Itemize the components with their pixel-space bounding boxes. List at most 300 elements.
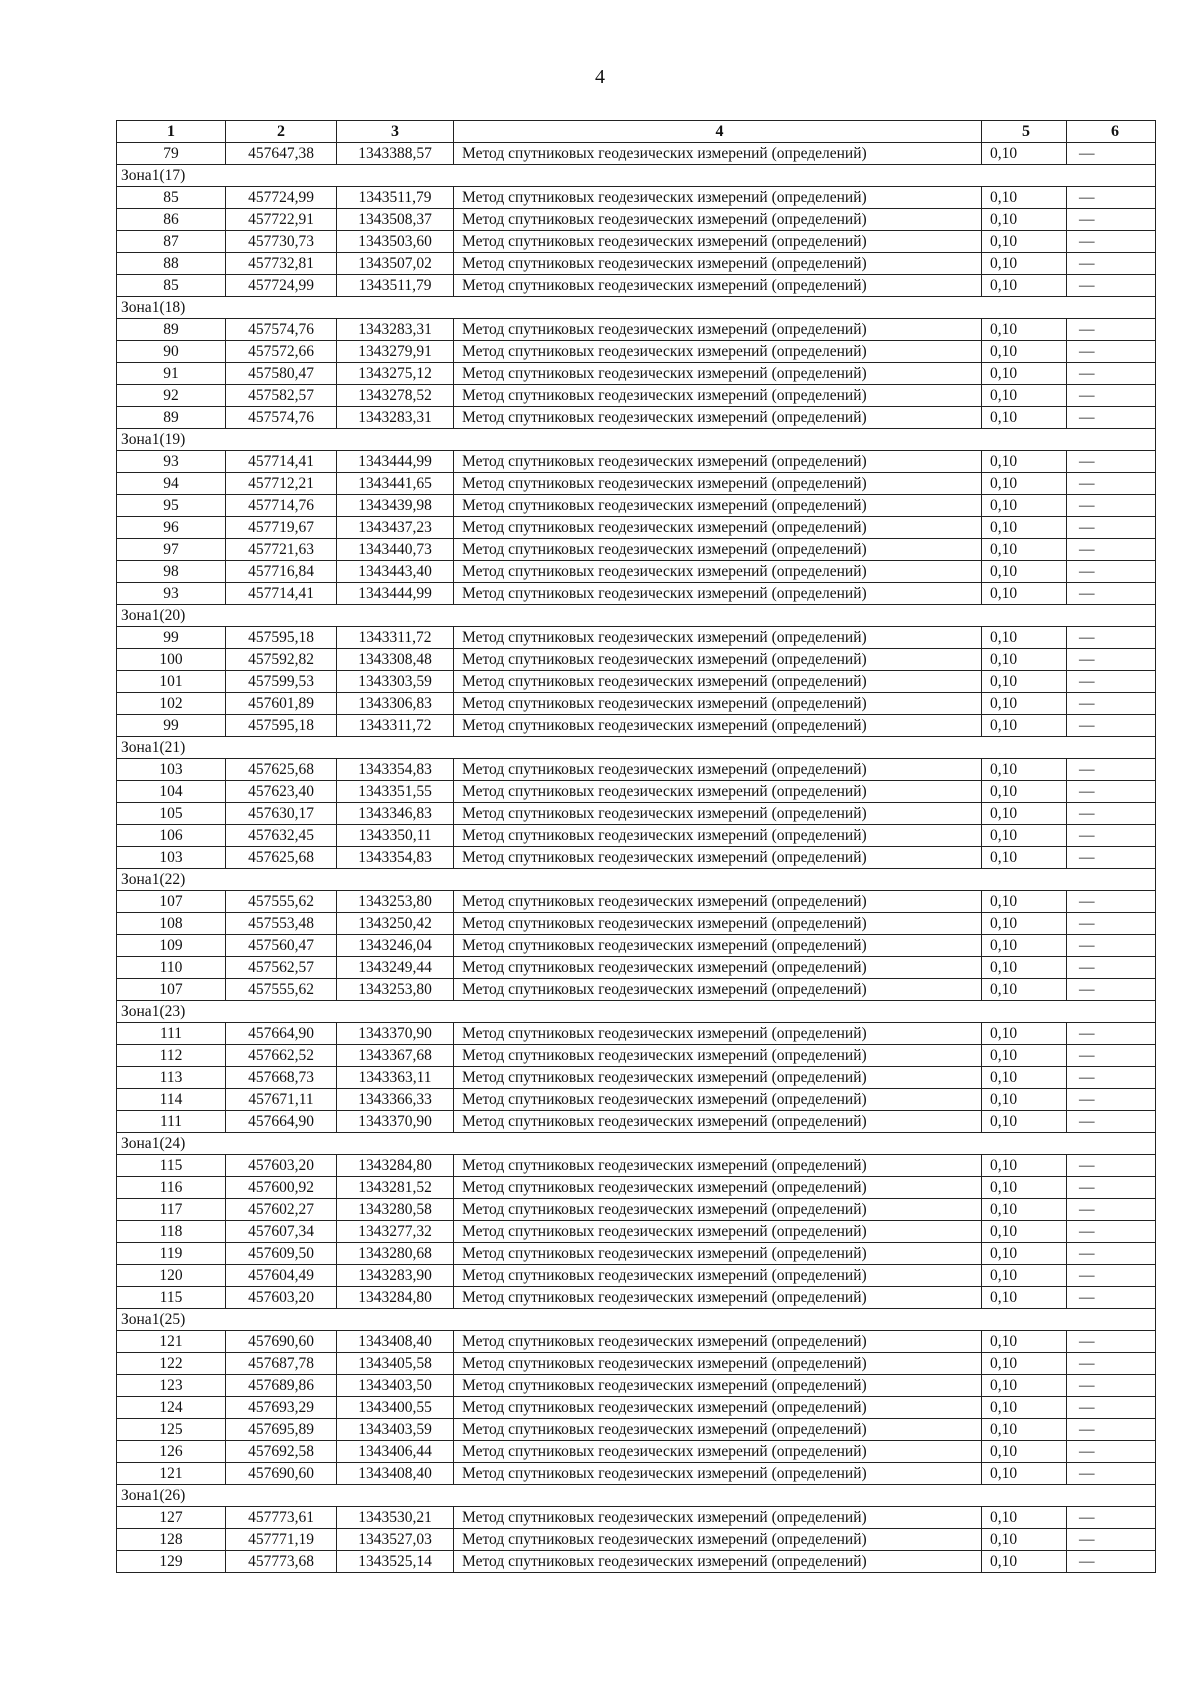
point-number: 105 xyxy=(117,803,226,825)
method-cell: Метод спутниковых геодезических измерений (определений) xyxy=(454,1419,982,1441)
table-row xyxy=(117,1287,1156,1309)
table-row xyxy=(117,187,1156,209)
table-row xyxy=(117,495,1156,517)
coord-y: 1343283,90 xyxy=(337,1265,454,1287)
accuracy-cell: 0,10 xyxy=(982,209,1067,231)
description-cell: — xyxy=(1067,1265,1156,1287)
method-cell: Метод спутниковых геодезических измерений (определений) xyxy=(454,627,982,649)
table-row xyxy=(117,891,1156,913)
coord-y: 1343280,58 xyxy=(337,1199,454,1221)
coord-x: 457630,17 xyxy=(226,803,337,825)
method-cell: Метод спутниковых геодезических измерений (определений) xyxy=(454,671,982,693)
description-cell: — xyxy=(1067,1067,1156,1089)
method-cell: Метод спутниковых геодезических измерений (определений) xyxy=(454,275,982,297)
description-cell: — xyxy=(1067,1221,1156,1243)
coord-x: 457555,62 xyxy=(226,979,337,1001)
zone-label: Зона1(24) xyxy=(117,1133,1156,1155)
coord-y: 1343437,23 xyxy=(337,517,454,539)
coord-y: 1343444,99 xyxy=(337,583,454,605)
description-cell: — xyxy=(1067,1397,1156,1419)
description-cell: — xyxy=(1067,1463,1156,1485)
zone-label: Зона1(22) xyxy=(117,869,1156,891)
coord-y: 1343530,21 xyxy=(337,1507,454,1529)
point-number: 117 xyxy=(117,1199,226,1221)
table-row xyxy=(117,1463,1156,1485)
accuracy-cell: 0,10 xyxy=(982,1353,1067,1375)
accuracy-cell: 0,10 xyxy=(982,1375,1067,1397)
description-cell: — xyxy=(1067,385,1156,407)
method-cell: Метод спутниковых геодезических измерений (определений) xyxy=(454,495,982,517)
accuracy-cell: 0,10 xyxy=(982,1221,1067,1243)
point-number: 107 xyxy=(117,979,226,1001)
table-row xyxy=(117,1045,1156,1067)
method-cell: Метод спутниковых геодезических измерений (определений) xyxy=(454,935,982,957)
method-cell: Метод спутниковых геодезических измерений (определений) xyxy=(454,253,982,275)
point-number: 129 xyxy=(117,1551,226,1573)
coord-x: 457595,18 xyxy=(226,627,337,649)
accuracy-cell: 0,10 xyxy=(982,253,1067,275)
table-row xyxy=(117,517,1156,539)
accuracy-cell: 0,10 xyxy=(982,1551,1067,1573)
accuracy-cell: 0,10 xyxy=(982,319,1067,341)
method-cell: Метод спутниковых геодезических измерений (определений) xyxy=(454,847,982,869)
description-cell: — xyxy=(1067,649,1156,671)
method-cell: Метод спутниковых геодезических измерений (определений) xyxy=(454,1045,982,1067)
zone-row xyxy=(117,869,1156,891)
method-cell: Метод спутниковых геодезических измерений (определений) xyxy=(454,187,982,209)
coord-x: 457599,53 xyxy=(226,671,337,693)
coord-y: 1343279,91 xyxy=(337,341,454,363)
method-cell: Метод спутниковых геодезических измерений (определений) xyxy=(454,1551,982,1573)
description-cell: — xyxy=(1067,1243,1156,1265)
coord-y: 1343311,72 xyxy=(337,627,454,649)
method-cell: Метод спутниковых геодезических измерений (определений) xyxy=(454,979,982,1001)
description-cell: — xyxy=(1067,187,1156,209)
coord-x: 457555,62 xyxy=(226,891,337,913)
table-row xyxy=(117,935,1156,957)
coord-y: 1343354,83 xyxy=(337,759,454,781)
table-row xyxy=(117,979,1156,1001)
description-cell: — xyxy=(1067,759,1156,781)
header-col-1: 1 xyxy=(117,121,226,143)
description-cell: — xyxy=(1067,1441,1156,1463)
method-cell: Метод спутниковых геодезических измерений (определений) xyxy=(454,1177,982,1199)
point-number: 91 xyxy=(117,363,226,385)
description-cell: — xyxy=(1067,693,1156,715)
table-row xyxy=(117,1331,1156,1353)
method-cell: Метод спутниковых геодезических измерений (определений) xyxy=(454,1023,982,1045)
coord-y: 1343405,58 xyxy=(337,1353,454,1375)
description-cell: — xyxy=(1067,1199,1156,1221)
point-number: 85 xyxy=(117,187,226,209)
table-header xyxy=(117,121,1156,143)
coord-y: 1343311,72 xyxy=(337,715,454,737)
method-cell: Метод спутниковых геодезических измерений (определений) xyxy=(454,407,982,429)
zone-row xyxy=(117,1133,1156,1155)
point-number: 99 xyxy=(117,715,226,737)
point-number: 89 xyxy=(117,407,226,429)
description-cell: — xyxy=(1067,231,1156,253)
accuracy-cell: 0,10 xyxy=(982,1419,1067,1441)
point-number: 115 xyxy=(117,1287,226,1309)
method-cell: Метод спутниковых геодезических измерений (определений) xyxy=(454,693,982,715)
coord-y: 1343280,68 xyxy=(337,1243,454,1265)
point-number: 110 xyxy=(117,957,226,979)
point-number: 92 xyxy=(117,385,226,407)
accuracy-cell: 0,10 xyxy=(982,473,1067,495)
method-cell: Метод спутниковых геодезических измерений (определений) xyxy=(454,1199,982,1221)
coord-y: 1343408,40 xyxy=(337,1463,454,1485)
accuracy-cell: 0,10 xyxy=(982,1463,1067,1485)
accuracy-cell: 0,10 xyxy=(982,275,1067,297)
accuracy-cell: 0,10 xyxy=(982,649,1067,671)
coord-y: 1343283,31 xyxy=(337,407,454,429)
table-row xyxy=(117,803,1156,825)
method-cell: Метод спутниковых геодезических измерений (определений) xyxy=(454,803,982,825)
table-body xyxy=(117,143,1156,1573)
zone-row xyxy=(117,1485,1156,1507)
method-cell: Метод спутниковых геодезических измерений (определений) xyxy=(454,1507,982,1529)
method-cell: Метод спутниковых геодезических измерений (определений) xyxy=(454,715,982,737)
point-number: 125 xyxy=(117,1419,226,1441)
point-number: 106 xyxy=(117,825,226,847)
header-col-3: 3 xyxy=(337,121,454,143)
coord-x: 457724,99 xyxy=(226,275,337,297)
table-row xyxy=(117,1155,1156,1177)
description-cell: — xyxy=(1067,1155,1156,1177)
method-cell: Метод спутниковых геодезических измерений (определений) xyxy=(454,517,982,539)
method-cell: Метод спутниковых геодезических измерений (определений) xyxy=(454,891,982,913)
coord-y: 1343403,59 xyxy=(337,1419,454,1441)
table-row xyxy=(117,143,1156,165)
point-number: 99 xyxy=(117,627,226,649)
table-row xyxy=(117,385,1156,407)
description-cell: — xyxy=(1067,495,1156,517)
coord-y: 1343367,68 xyxy=(337,1045,454,1067)
method-cell: Метод спутниковых геодезических измерений (определений) xyxy=(454,1287,982,1309)
description-cell: — xyxy=(1067,979,1156,1001)
coord-y: 1343508,37 xyxy=(337,209,454,231)
point-number: 90 xyxy=(117,341,226,363)
coord-x: 457668,73 xyxy=(226,1067,337,1089)
method-cell: Метод спутниковых геодезических измерений (определений) xyxy=(454,363,982,385)
accuracy-cell: 0,10 xyxy=(982,1089,1067,1111)
coord-x: 457771,19 xyxy=(226,1529,337,1551)
accuracy-cell: 0,10 xyxy=(982,627,1067,649)
accuracy-cell: 0,10 xyxy=(982,407,1067,429)
coord-x: 457625,68 xyxy=(226,847,337,869)
point-number: 103 xyxy=(117,759,226,781)
description-cell: — xyxy=(1067,1507,1156,1529)
coord-y: 1343281,52 xyxy=(337,1177,454,1199)
method-cell: Метод спутниковых геодезических измерений (определений) xyxy=(454,1441,982,1463)
point-number: 111 xyxy=(117,1111,226,1133)
accuracy-cell: 0,10 xyxy=(982,495,1067,517)
method-cell: Метод спутниковых геодезических измерений (определений) xyxy=(454,1397,982,1419)
coord-x: 457687,78 xyxy=(226,1353,337,1375)
zone-row xyxy=(117,737,1156,759)
coord-x: 457600,92 xyxy=(226,1177,337,1199)
accuracy-cell: 0,10 xyxy=(982,1287,1067,1309)
table-row xyxy=(117,561,1156,583)
zone-label: Зона1(21) xyxy=(117,737,1156,759)
point-number: 119 xyxy=(117,1243,226,1265)
zone-row xyxy=(117,1001,1156,1023)
accuracy-cell: 0,10 xyxy=(982,671,1067,693)
accuracy-cell: 0,10 xyxy=(982,341,1067,363)
zone-row xyxy=(117,1309,1156,1331)
accuracy-cell: 0,10 xyxy=(982,1177,1067,1199)
coord-y: 1343283,31 xyxy=(337,319,454,341)
coord-x: 457689,86 xyxy=(226,1375,337,1397)
method-cell: Метод спутниковых геодезических измерений (определений) xyxy=(454,143,982,165)
description-cell: — xyxy=(1067,561,1156,583)
table-row xyxy=(117,693,1156,715)
accuracy-cell: 0,10 xyxy=(982,1265,1067,1287)
point-number: 107 xyxy=(117,891,226,913)
coord-y: 1343350,11 xyxy=(337,825,454,847)
method-cell: Метод спутниковых геодезических измерений (определений) xyxy=(454,913,982,935)
method-cell: Метод спутниковых геодезических измерений (определений) xyxy=(454,231,982,253)
table-row xyxy=(117,1177,1156,1199)
point-number: 93 xyxy=(117,451,226,473)
accuracy-cell: 0,10 xyxy=(982,385,1067,407)
accuracy-cell: 0,10 xyxy=(982,583,1067,605)
coord-x: 457690,60 xyxy=(226,1331,337,1353)
point-number: 97 xyxy=(117,539,226,561)
description-cell: — xyxy=(1067,1089,1156,1111)
method-cell: Метод спутниковых геодезических измерений (определений) xyxy=(454,1265,982,1287)
method-cell: Метод спутниковых геодезических измерений (определений) xyxy=(454,341,982,363)
method-cell: Метод спутниковых геодезических измерений (определений) xyxy=(454,1353,982,1375)
method-cell: Метод спутниковых геодезических измерений (определений) xyxy=(454,1089,982,1111)
point-number: 121 xyxy=(117,1463,226,1485)
table-row xyxy=(117,671,1156,693)
table-row xyxy=(117,627,1156,649)
accuracy-cell: 0,10 xyxy=(982,935,1067,957)
coord-x: 457560,47 xyxy=(226,935,337,957)
coord-x: 457574,76 xyxy=(226,319,337,341)
accuracy-cell: 0,10 xyxy=(982,1331,1067,1353)
accuracy-cell: 0,10 xyxy=(982,539,1067,561)
point-number: 86 xyxy=(117,209,226,231)
header-col-6: 6 xyxy=(1067,121,1156,143)
table-row xyxy=(117,1529,1156,1551)
coord-y: 1343366,33 xyxy=(337,1089,454,1111)
point-number: 108 xyxy=(117,913,226,935)
table-row xyxy=(117,715,1156,737)
table-row xyxy=(117,1111,1156,1133)
table-row xyxy=(117,913,1156,935)
coord-y: 1343444,99 xyxy=(337,451,454,473)
table-row xyxy=(117,451,1156,473)
coord-x: 457719,67 xyxy=(226,517,337,539)
coord-x: 457582,57 xyxy=(226,385,337,407)
coord-x: 457601,89 xyxy=(226,693,337,715)
description-cell: — xyxy=(1067,913,1156,935)
coord-x: 457553,48 xyxy=(226,913,337,935)
zone-row xyxy=(117,429,1156,451)
description-cell: — xyxy=(1067,627,1156,649)
description-cell: — xyxy=(1067,1375,1156,1397)
coord-y: 1343370,90 xyxy=(337,1111,454,1133)
coord-x: 457773,68 xyxy=(226,1551,337,1573)
table-row xyxy=(117,319,1156,341)
coord-x: 457603,20 xyxy=(226,1287,337,1309)
coord-x: 457592,82 xyxy=(226,649,337,671)
coord-x: 457572,66 xyxy=(226,341,337,363)
point-number: 109 xyxy=(117,935,226,957)
accuracy-cell: 0,10 xyxy=(982,715,1067,737)
page-number: 4 xyxy=(595,66,605,88)
point-number: 98 xyxy=(117,561,226,583)
coord-y: 1343354,83 xyxy=(337,847,454,869)
description-cell: — xyxy=(1067,517,1156,539)
method-cell: Метод спутниковых геодезических измерений (определений) xyxy=(454,649,982,671)
method-cell: Метод спутниковых геодезических измерений (определений) xyxy=(454,1529,982,1551)
coord-y: 1343507,02 xyxy=(337,253,454,275)
description-cell: — xyxy=(1067,1419,1156,1441)
zone-row xyxy=(117,165,1156,187)
accuracy-cell: 0,10 xyxy=(982,913,1067,935)
accuracy-cell: 0,10 xyxy=(982,1155,1067,1177)
coord-y: 1343253,80 xyxy=(337,979,454,1001)
coord-y: 1343408,40 xyxy=(337,1331,454,1353)
coord-y: 1343246,04 xyxy=(337,935,454,957)
zone-label: Зона1(19) xyxy=(117,429,1156,451)
accuracy-cell: 0,10 xyxy=(982,1507,1067,1529)
coord-y: 1343388,57 xyxy=(337,143,454,165)
accuracy-cell: 0,10 xyxy=(982,363,1067,385)
point-number: 123 xyxy=(117,1375,226,1397)
table-row xyxy=(117,1419,1156,1441)
coord-x: 457714,41 xyxy=(226,583,337,605)
point-number: 93 xyxy=(117,583,226,605)
table-row xyxy=(117,231,1156,253)
coord-y: 1343284,80 xyxy=(337,1155,454,1177)
accuracy-cell: 0,10 xyxy=(982,1111,1067,1133)
table-row xyxy=(117,1243,1156,1265)
description-cell: — xyxy=(1067,143,1156,165)
table-row xyxy=(117,1397,1156,1419)
method-cell: Метод спутниковых геодезических измерений (определений) xyxy=(454,1243,982,1265)
point-number: 127 xyxy=(117,1507,226,1529)
coord-y: 1343400,55 xyxy=(337,1397,454,1419)
coord-y: 1343278,52 xyxy=(337,385,454,407)
method-cell: Метод спутниковых геодезических измерений (определений) xyxy=(454,319,982,341)
coord-y: 1343284,80 xyxy=(337,1287,454,1309)
point-number: 94 xyxy=(117,473,226,495)
point-number: 102 xyxy=(117,693,226,715)
point-number: 120 xyxy=(117,1265,226,1287)
coord-y: 1343443,40 xyxy=(337,561,454,583)
coord-y: 1343503,60 xyxy=(337,231,454,253)
point-number: 87 xyxy=(117,231,226,253)
table-row xyxy=(117,363,1156,385)
table-row xyxy=(117,473,1156,495)
method-cell: Метод спутниковых геодезических измерений (определений) xyxy=(454,1331,982,1353)
coord-x: 457662,52 xyxy=(226,1045,337,1067)
method-cell: Метод спутниковых геодезических измерений (определений) xyxy=(454,1375,982,1397)
table-row xyxy=(117,1375,1156,1397)
description-cell: — xyxy=(1067,1045,1156,1067)
coord-y: 1343253,80 xyxy=(337,891,454,913)
method-cell: Метод спутниковых геодезических измерений (определений) xyxy=(454,209,982,231)
description-cell: — xyxy=(1067,715,1156,737)
point-number: 103 xyxy=(117,847,226,869)
method-cell: Метод спутниковых геодезических измерений (определений) xyxy=(454,1221,982,1243)
coord-x: 457671,11 xyxy=(226,1089,337,1111)
coord-x: 457714,76 xyxy=(226,495,337,517)
coord-x: 457574,76 xyxy=(226,407,337,429)
table-row xyxy=(117,825,1156,847)
description-cell: — xyxy=(1067,781,1156,803)
coord-y: 1343511,79 xyxy=(337,275,454,297)
zone-label: Зона1(20) xyxy=(117,605,1156,627)
point-number: 114 xyxy=(117,1089,226,1111)
coord-x: 457693,29 xyxy=(226,1397,337,1419)
accuracy-cell: 0,10 xyxy=(982,847,1067,869)
coord-y: 1343306,83 xyxy=(337,693,454,715)
accuracy-cell: 0,10 xyxy=(982,693,1067,715)
coord-x: 457595,18 xyxy=(226,715,337,737)
table-row xyxy=(117,341,1156,363)
accuracy-cell: 0,10 xyxy=(982,803,1067,825)
table-row xyxy=(117,275,1156,297)
table-row xyxy=(117,407,1156,429)
coord-y: 1343527,03 xyxy=(337,1529,454,1551)
table-row xyxy=(117,1221,1156,1243)
point-number: 112 xyxy=(117,1045,226,1067)
table-row xyxy=(117,847,1156,869)
zone-label: Зона1(17) xyxy=(117,165,1156,187)
coord-x: 457722,91 xyxy=(226,209,337,231)
coord-x: 457607,34 xyxy=(226,1221,337,1243)
point-number: 126 xyxy=(117,1441,226,1463)
point-number: 124 xyxy=(117,1397,226,1419)
table-row xyxy=(117,1067,1156,1089)
coord-y: 1343308,48 xyxy=(337,649,454,671)
description-cell: — xyxy=(1067,1331,1156,1353)
table-row xyxy=(117,253,1156,275)
coord-x: 457623,40 xyxy=(226,781,337,803)
coord-y: 1343277,32 xyxy=(337,1221,454,1243)
accuracy-cell: 0,10 xyxy=(982,825,1067,847)
accuracy-cell: 0,10 xyxy=(982,1529,1067,1551)
coord-y: 1343403,50 xyxy=(337,1375,454,1397)
description-cell: — xyxy=(1067,1023,1156,1045)
coordinates-table xyxy=(116,120,1156,1573)
point-number: 104 xyxy=(117,781,226,803)
coord-y: 1343439,98 xyxy=(337,495,454,517)
coord-x: 457580,47 xyxy=(226,363,337,385)
description-cell: — xyxy=(1067,363,1156,385)
point-number: 79 xyxy=(117,143,226,165)
header-col-4: 4 xyxy=(454,121,982,143)
accuracy-cell: 0,10 xyxy=(982,1045,1067,1067)
description-cell: — xyxy=(1067,275,1156,297)
accuracy-cell: 0,10 xyxy=(982,957,1067,979)
description-cell: — xyxy=(1067,319,1156,341)
point-number: 89 xyxy=(117,319,226,341)
zone-row xyxy=(117,297,1156,319)
accuracy-cell: 0,10 xyxy=(982,143,1067,165)
point-number: 88 xyxy=(117,253,226,275)
table-row xyxy=(117,1551,1156,1573)
description-cell: — xyxy=(1067,253,1156,275)
table-row xyxy=(117,957,1156,979)
point-number: 116 xyxy=(117,1177,226,1199)
